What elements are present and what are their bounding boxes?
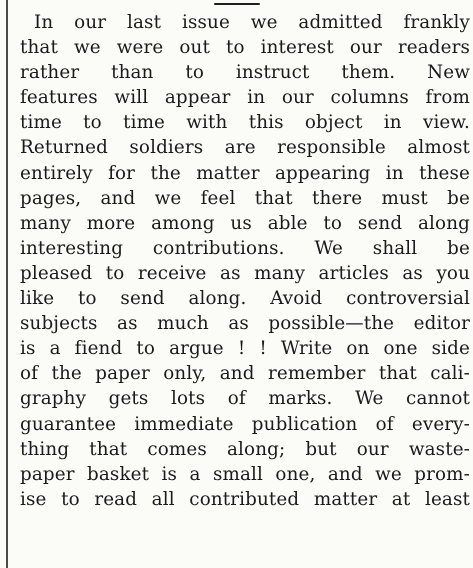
article-line: pleased to receive as many articles as you [20, 262, 470, 284]
article-line: thing that comes along; but our waste- [20, 438, 470, 460]
article-paragraph [20, 10, 470, 512]
article-line: is a fiend to argue ! ! Write on one side [20, 338, 470, 360]
article-line: many more among us able to send along [20, 212, 470, 234]
article-line: Returned soldiers are responsible almost [20, 137, 470, 159]
article-line: features will appear in our columns from [20, 87, 470, 109]
article-line: interesting contributions. We shall be [20, 237, 470, 259]
article-line: guarantee immediate publication of every- [20, 413, 470, 435]
article-line: subjects as much as possible—the editor [20, 313, 470, 335]
article-line: entirely for the matter appearing in these [20, 162, 470, 184]
article-line: In our last issue we admitted frankly [34, 12, 470, 33]
article-line: ise to read all contributed matter at least [20, 488, 470, 510]
column-rule [6, 0, 8, 568]
article-line: pages, and we feel that there must be [20, 187, 470, 209]
article-line: time to time with this object in view. [20, 112, 470, 134]
section-ornament-rule [214, 3, 260, 5]
article-line: that we were out to interest our readers [20, 37, 470, 59]
article-line: graphy gets lots of marks. We cannot [20, 388, 470, 410]
article-line: of the paper only, and remember that cali- [20, 363, 470, 385]
article-line: rather than to instruct them. New [20, 62, 470, 84]
article-line: like to send along. Avoid controversial [20, 288, 470, 310]
article-line: paper basket is a small one, and we prom- [20, 463, 470, 485]
